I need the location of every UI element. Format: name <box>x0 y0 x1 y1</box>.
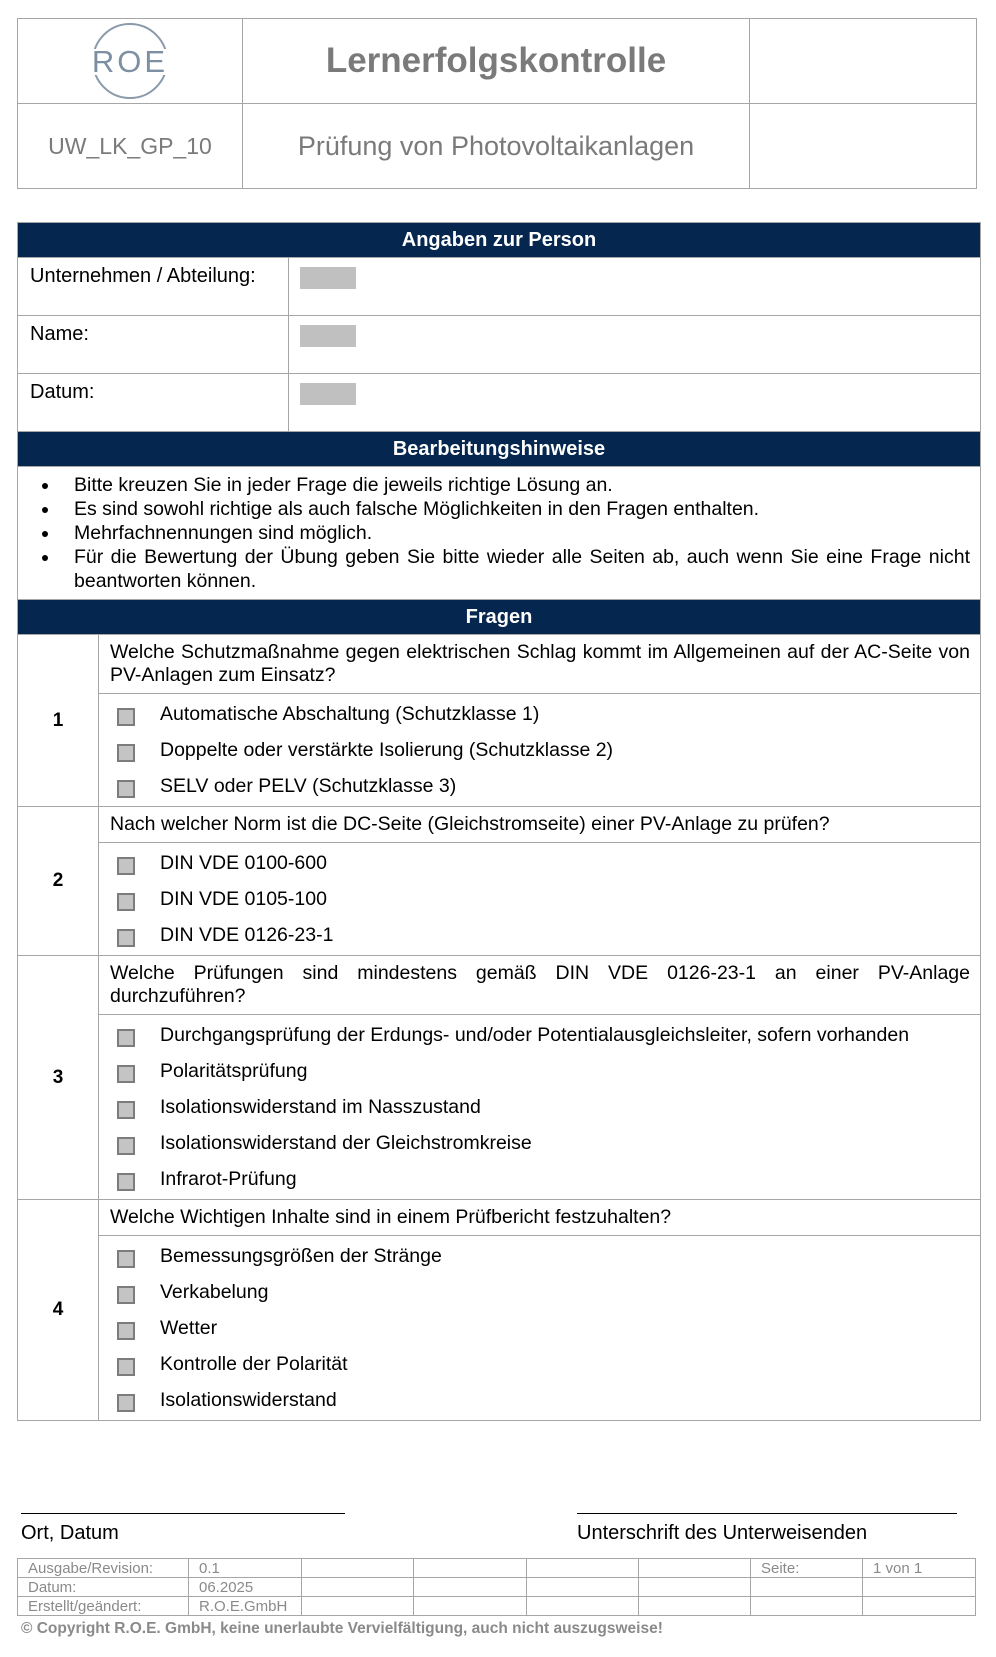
instructions-list-cell <box>18 467 981 600</box>
option-label: Isolationswiderstand der Gleichstromkreise <box>160 1131 532 1154</box>
name-field[interactable] <box>289 316 981 374</box>
person-heading: Angaben zur Person <box>18 223 981 258</box>
option-row[interactable] <box>99 1125 980 1161</box>
option-row[interactable] <box>99 1310 980 1346</box>
option-label: Isolationswiderstand im Nasszustand <box>160 1095 481 1118</box>
question-2-options <box>99 843 981 956</box>
signature-label: Unterschrift des Unterweisenden <box>577 1522 868 1544</box>
checkbox[interactable] <box>117 857 135 875</box>
title-cell <box>243 19 750 104</box>
option-label: Doppelte oder verstärkte Isolierung (Schutzklasse 2) <box>160 738 614 761</box>
question-3-text: Welche Prüfungen sind mindestens gemäß DIN VDE 0126-23-1 an einer PV-Anlage durchzuführen? <box>99 956 981 1015</box>
footer-date-label: Datum: <box>18 1578 189 1597</box>
place-date-label: Ort, Datum <box>21 1522 119 1544</box>
subtitle-cell <box>243 104 750 189</box>
revision-label: Ausgabe/Revision: <box>18 1559 189 1578</box>
option-row[interactable] <box>99 881 980 917</box>
instruction-item: • Es sind sowohl richtige als auch falsche Möglichkeiten in den Fragen enthalten. <box>60 497 970 521</box>
option-row[interactable] <box>99 696 980 732</box>
instruction-item: • Mehrfachnennungen sind möglich. <box>60 521 970 545</box>
option-label: Automatische Abschaltung (Schutzklasse 1) <box>160 702 540 725</box>
checkbox[interactable] <box>117 744 135 762</box>
author-value: R.O.E.GmbH <box>189 1597 302 1616</box>
checkbox[interactable] <box>117 708 135 726</box>
checkbox[interactable] <box>117 929 135 947</box>
document-header <box>17 18 977 189</box>
document-title: Lernerfolgskontrolle <box>325 41 667 80</box>
instruction-item: • Für die Bewertung der Übung geben Sie bitte wieder alle Seiten ab, auch wenn Sie eine Frage nicht beantworten können. <box>60 545 970 593</box>
checkbox[interactable] <box>117 1137 135 1155</box>
company-label: Unternehmen / Abteilung: <box>18 258 289 316</box>
date-input[interactable] <box>300 383 356 405</box>
option-label: SELV oder PELV (Schutzklasse 3) <box>160 774 457 797</box>
company-field[interactable] <box>289 258 981 316</box>
option-row[interactable] <box>99 768 980 804</box>
checkbox[interactable] <box>117 893 135 911</box>
copyright-notice: © Copyright R.O.E. GmbH, keine unerlaubte Vervielfältigung, auch nicht auszugsweise! <box>21 1620 663 1637</box>
revision-value: 0.1 <box>189 1559 302 1578</box>
option-row[interactable] <box>99 917 980 953</box>
option-row[interactable] <box>99 845 980 881</box>
author-label: Erstellt/geändert: <box>18 1597 189 1616</box>
questions-heading: Fragen <box>18 600 980 635</box>
option-label: Isolationswiderstand <box>160 1388 337 1411</box>
questions-table <box>18 600 980 1420</box>
document-subtitle: Prüfung von Photovoltaikanlagen <box>297 130 695 161</box>
option-label: DIN VDE 0105-100 <box>160 887 327 910</box>
company-input[interactable] <box>300 267 356 289</box>
option-row[interactable] <box>99 1238 980 1274</box>
checkbox[interactable] <box>117 1286 135 1304</box>
option-label: Bemessungsgrößen der Stränge <box>160 1244 442 1267</box>
option-label: Durchgangsprüfung der Erdungs- und/oder Potentialausgleichsleiter, sofern vorhanden <box>160 1023 910 1046</box>
checkbox[interactable] <box>117 1322 135 1340</box>
option-row[interactable] <box>99 1053 980 1089</box>
date-label: Datum: <box>18 374 289 432</box>
question-1-options <box>99 694 981 807</box>
option-label: DIN VDE 0100-600 <box>160 851 327 874</box>
checkbox[interactable] <box>117 780 135 798</box>
logo-text: ROE <box>91 44 169 79</box>
option-row[interactable] <box>99 732 980 768</box>
instructions-list <box>30 473 970 593</box>
revision-table <box>17 1558 976 1616</box>
option-row[interactable] <box>99 1382 980 1418</box>
question-2-text: Nach welcher Norm ist die DC-Seite (Gleichstromseite) einer PV-Anlage zu prüfen? <box>99 807 981 843</box>
option-label: Polaritätsprüfung <box>160 1059 308 1082</box>
roe-logo <box>92 23 168 99</box>
checkbox[interactable] <box>117 1394 135 1412</box>
code-cell <box>18 104 243 189</box>
option-label: Infrarot-Prüfung <box>160 1167 297 1190</box>
question-4-options <box>99 1236 981 1421</box>
question-3-number: 3 <box>18 956 99 1200</box>
option-row[interactable] <box>99 1274 980 1310</box>
instructions-heading: Bearbeitungshinweise <box>18 432 981 467</box>
question-4-text: Welche Wichtigen Inhalte sind in einem Prüfbericht festzuhalten? <box>99 1200 981 1236</box>
question-3-options <box>99 1015 981 1200</box>
option-label: Kontrolle der Polarität <box>160 1352 348 1375</box>
checkbox[interactable] <box>117 1065 135 1083</box>
header-empty-cell-1 <box>750 19 977 104</box>
checkbox[interactable] <box>117 1173 135 1191</box>
question-2-number: 2 <box>18 807 99 956</box>
option-label: Wetter <box>160 1316 218 1339</box>
checkbox[interactable] <box>117 1101 135 1119</box>
option-row[interactable] <box>99 1017 980 1053</box>
question-4-number: 4 <box>18 1200 99 1421</box>
question-1-number: 1 <box>18 635 99 807</box>
logo-cell <box>18 19 243 104</box>
page-value: 1 von 1 <box>863 1559 976 1578</box>
document-code: UW_LK_GP_10 <box>48 132 212 159</box>
option-row[interactable] <box>99 1089 980 1125</box>
footer-date-value: 06.2025 <box>189 1578 302 1597</box>
name-input[interactable] <box>300 325 356 347</box>
question-1-text: Welche Schutzmaßnahme gegen elektrischen Schlag kommt im Allgemeinen auf der AC-Seite von PV-Anlagen zum Einsatz? <box>99 635 981 694</box>
signature-line <box>577 1513 957 1514</box>
checkbox[interactable] <box>117 1358 135 1376</box>
name-label: Name: <box>18 316 289 374</box>
option-row[interactable] <box>99 1161 980 1197</box>
header-empty-cell-2 <box>750 104 977 189</box>
instruction-item: • Bitte kreuzen Sie in jeder Frage die jeweils richtige Lösung an. <box>60 473 970 497</box>
checkbox[interactable] <box>117 1029 135 1047</box>
date-field[interactable] <box>289 374 981 432</box>
form-table <box>17 222 981 1421</box>
option-label: Verkabelung <box>160 1280 269 1303</box>
place-date-line <box>21 1513 345 1514</box>
checkbox[interactable] <box>117 1250 135 1268</box>
option-label: DIN VDE 0126-23-1 <box>160 923 334 946</box>
option-row[interactable] <box>99 1346 980 1382</box>
page-label: Seite: <box>751 1559 863 1578</box>
